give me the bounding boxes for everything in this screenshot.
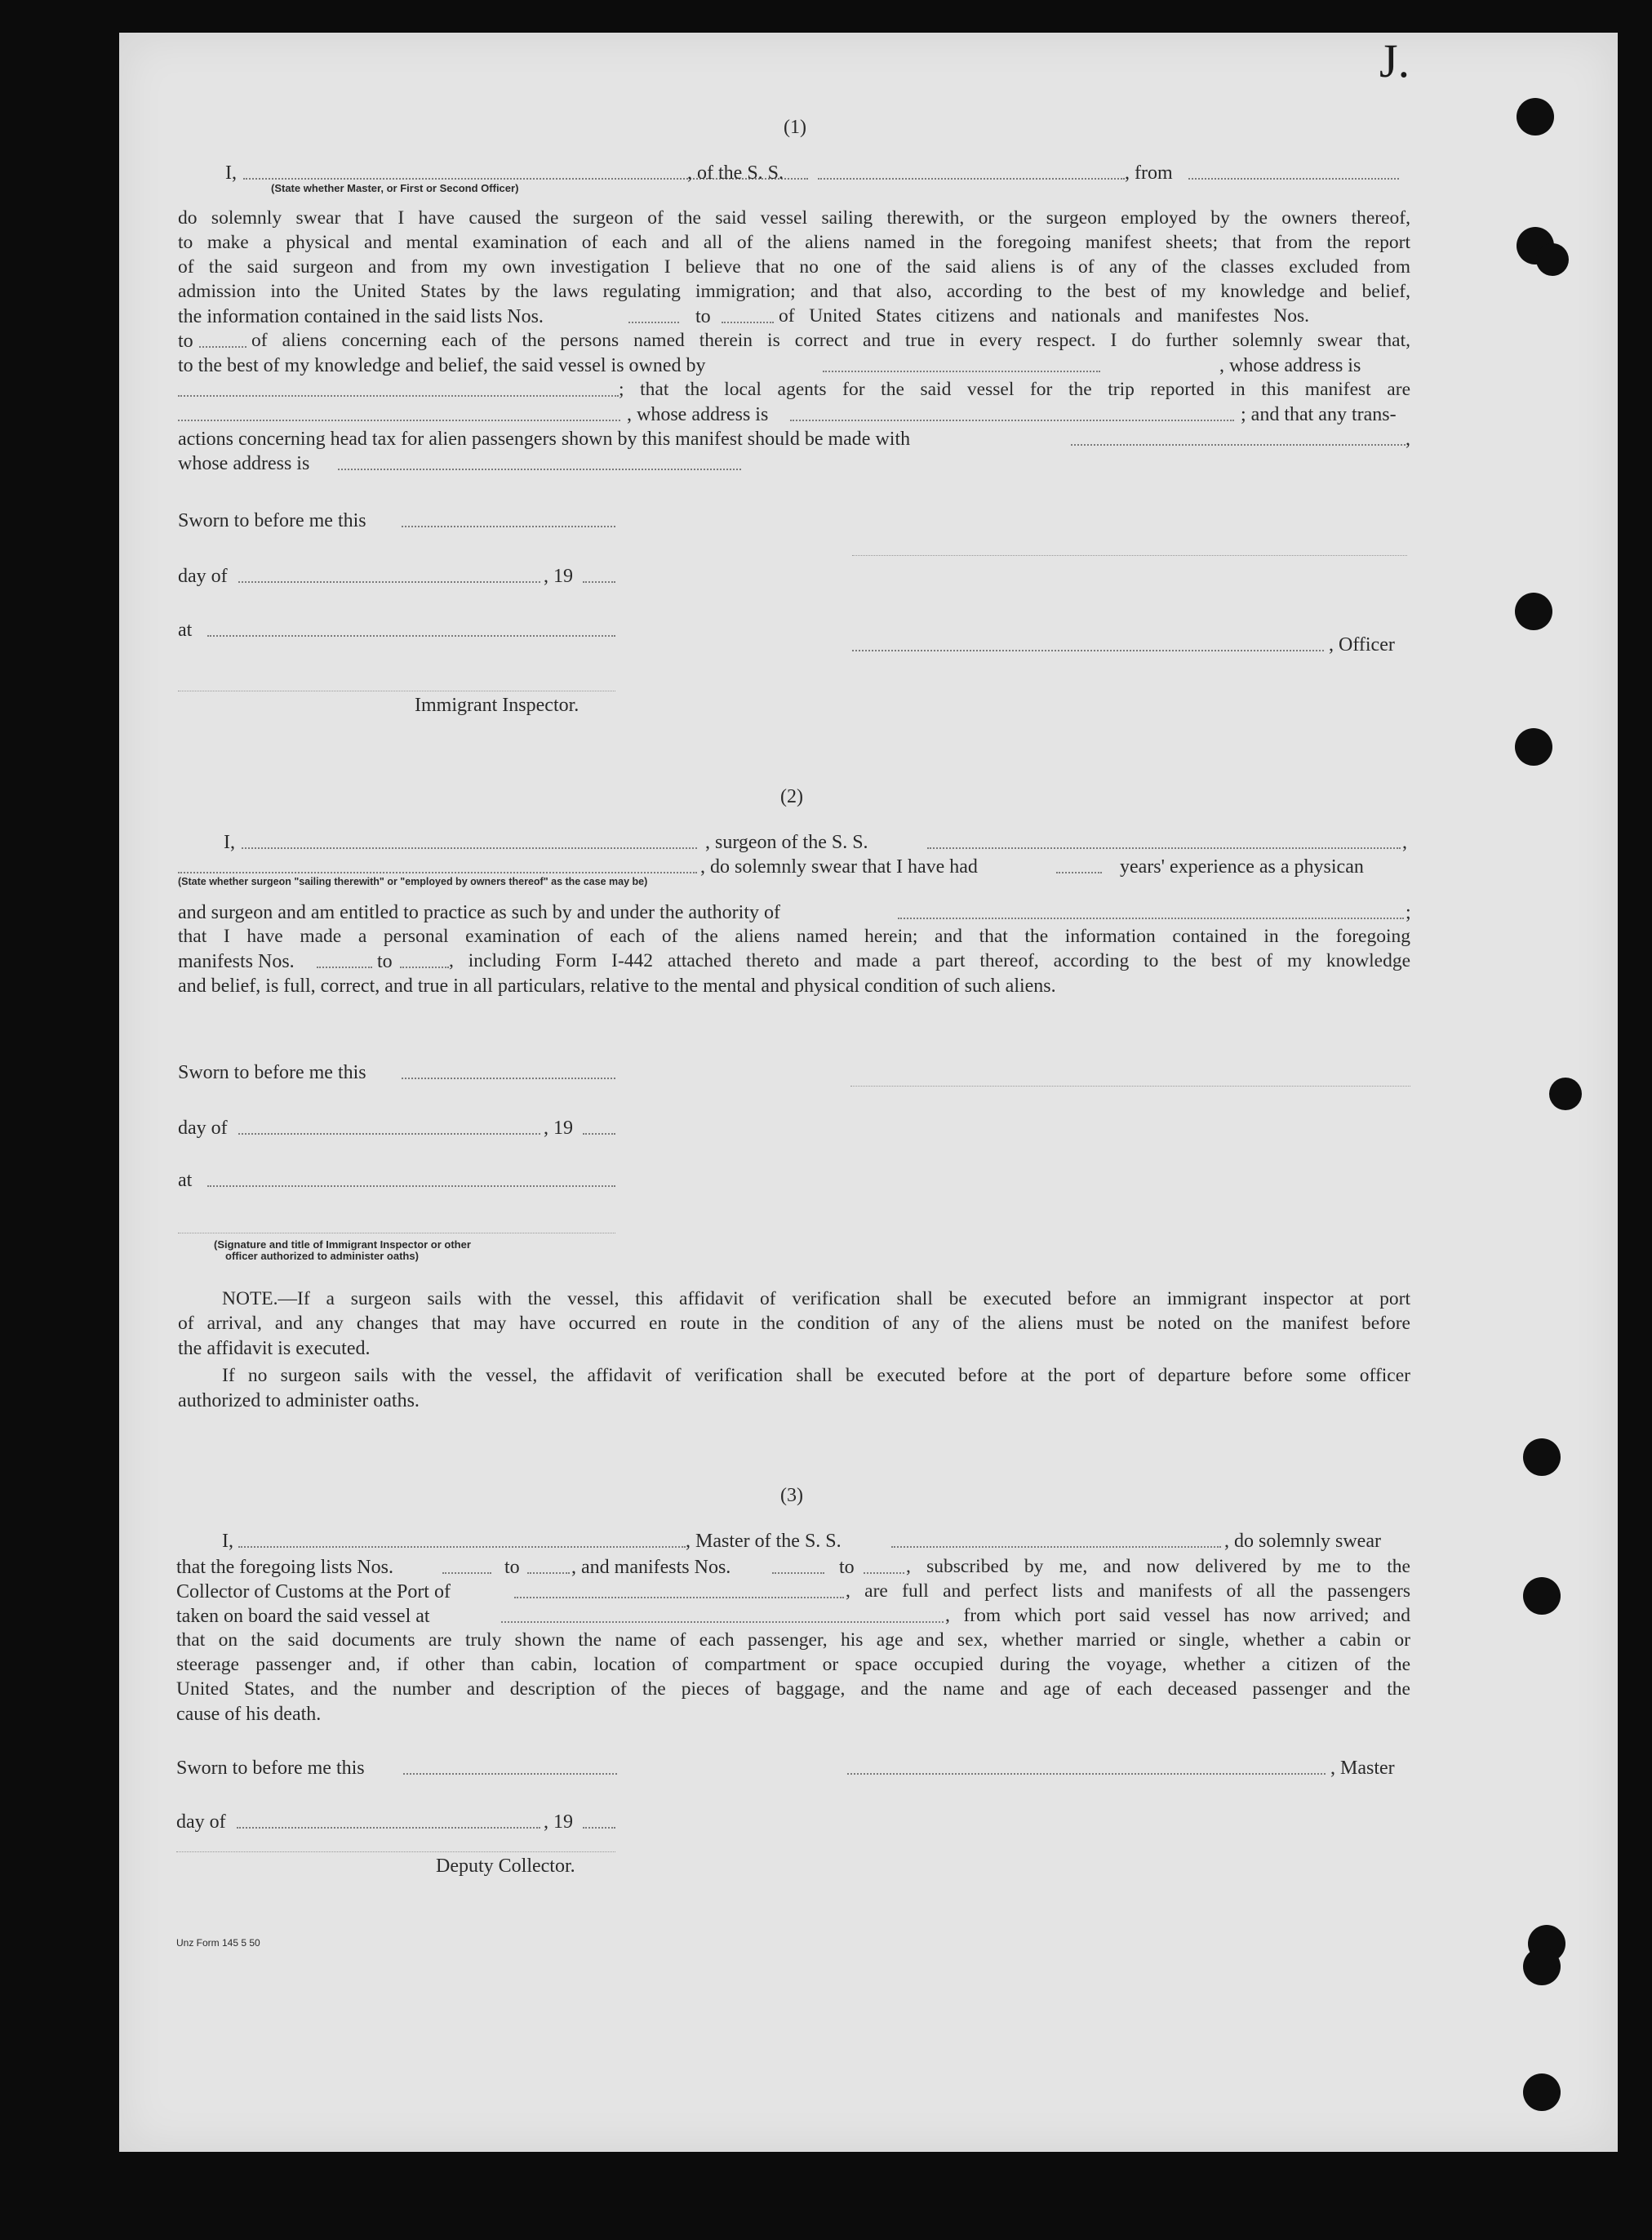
head-tax-address-field[interactable] <box>338 469 741 470</box>
note-line-4: If no surgeon sails with the vessel, the affidavit of verification shall be executed before at the port of departure before some officer <box>222 1365 1410 1386</box>
section-2-number: (2) <box>780 786 803 807</box>
s2-line-2: that I have made a personal examination of each of the aliens named herein; and that the information contained in the foregoing <box>178 926 1410 947</box>
s3-master: , Master <box>1330 1758 1395 1779</box>
embark-port-field[interactable] <box>501 1621 944 1623</box>
s3-year-field[interactable] <box>583 1827 615 1829</box>
agents-address-field[interactable] <box>790 420 1234 421</box>
binder-hole <box>1549 1078 1582 1110</box>
section-3-i: I, <box>222 1531 233 1552</box>
s1-sworn: Sworn to before me this <box>178 510 366 531</box>
s2-swear: , do solemnly swear that I have had <box>700 856 978 878</box>
s3-deputy: Deputy Collector. <box>436 1856 575 1877</box>
s2-line-3c: , including Form I-442 attached thereto and made a part thereof, according to the best of my knowledge <box>449 950 1410 971</box>
binder-hole <box>1536 243 1569 276</box>
s1-line-5b: to <box>695 306 711 327</box>
s2-year-field[interactable] <box>583 1133 615 1135</box>
s1-at-field[interactable] <box>207 635 615 637</box>
s2-manifests-from-field[interactable] <box>317 967 372 968</box>
s1-day-of: day of <box>178 566 228 587</box>
owner-address-field[interactable] <box>178 395 619 397</box>
s1-signature-line[interactable] <box>852 555 1407 556</box>
s1-comma: , <box>1406 429 1410 450</box>
s1-line-8: ; that the local agents for the said vessel for the trip reported in this manifest are <box>619 379 1410 400</box>
s3-ship-field[interactable] <box>891 1546 1221 1548</box>
s3-line-2b: , are full and perfect lists and manifests of all the passengers <box>846 1580 1410 1602</box>
section-1-number: (1) <box>784 117 806 138</box>
s3-line-1b: to <box>504 1557 520 1578</box>
s2-sig-note-1: (Signature and title of Immigrant Inspector or other <box>214 1238 471 1251</box>
s3-line-1e: , subscribed by me, and now delivered by me to the <box>906 1556 1410 1577</box>
head-tax-field[interactable] <box>1071 444 1406 446</box>
of-ss-label: , of the S. S. <box>687 162 784 184</box>
master-name-field[interactable] <box>238 1546 686 1548</box>
s2-line-4: and belief, is full, correct, and true in all particulars, relative to the mental and physical condition of such aliens. <box>178 976 1056 997</box>
s1-officer-field[interactable] <box>852 650 1324 651</box>
s1-year-field[interactable] <box>583 581 615 583</box>
s1-line-2: to make a physical and mental examination of each and all of the aliens named in the foregoing manifest sheets; that from the report <box>178 232 1410 253</box>
s3-manifests-from-field[interactable] <box>772 1572 824 1574</box>
port-field[interactable] <box>514 1597 844 1598</box>
s2-line-3b: to <box>377 951 393 972</box>
s3-day-field[interactable] <box>237 1827 540 1829</box>
form-sheet <box>119 33 1618 2152</box>
s1-line-5c: of United States citizens and nationals and manifestes Nos. <box>779 305 1309 327</box>
s2-semicolon: ; <box>1406 902 1411 923</box>
s2-ship-field[interactable] <box>927 847 1401 849</box>
binder-hole <box>1523 2073 1561 2111</box>
s3-day-of: day of <box>176 1811 226 1833</box>
s3-line-1a: that the foregoing lists Nos. <box>176 1557 393 1578</box>
s3-master-field[interactable] <box>847 1773 1326 1775</box>
s3-lists-from-field[interactable] <box>442 1572 491 1574</box>
s2-sworn: Sworn to before me this <box>178 1062 366 1083</box>
s2-line-3a: manifests Nos. <box>178 951 295 972</box>
lists-from-field[interactable] <box>628 322 679 323</box>
s3-line-3b: , from which port said vessel has now arrived; and <box>945 1605 1410 1626</box>
from-label: , from <box>1125 162 1173 184</box>
s1-year: , 19 <box>544 566 573 587</box>
s2-years: years' experience as a physican <box>1120 856 1364 878</box>
s1-line-5a: the information contained in the said lists Nos. <box>178 306 544 327</box>
local-agents-field[interactable] <box>178 420 620 421</box>
s1-line-9a: , whose address is <box>627 404 769 425</box>
lists-to-field[interactable] <box>722 322 774 323</box>
binder-hole <box>1515 728 1552 766</box>
section-2-note: (State whether surgeon "sailing therewith" or "employed by owners thereof" as the case may be) <box>178 876 648 887</box>
surgeon-name-field[interactable] <box>242 847 697 849</box>
note-line-2: of arrival, and any changes that may have occurred en route in the condition of any of the aliens must be noted on the manifest before <box>178 1313 1410 1334</box>
s1-inspector: Immigrant Inspector. <box>415 695 580 716</box>
s3-line-6: United States, and the number and description of the pieces of baggage, and the name and age of each deceased passenger and the <box>176 1678 1410 1700</box>
s1-line-11: whose address is <box>178 453 310 474</box>
s2-day-field[interactable] <box>238 1133 540 1135</box>
s1-line-6a: to <box>178 331 193 352</box>
owner-field[interactable] <box>823 371 1100 372</box>
s1-line-1: do solemnly swear that I have caused the surgeon of the said vessel sailing therewith, or the surgeon employed by the owners thereof, <box>178 207 1410 229</box>
s2-at: at <box>178 1170 193 1191</box>
s3-sworn: Sworn to before me this <box>176 1758 365 1779</box>
note-line-5: authorized to administer oaths. <box>178 1390 420 1411</box>
s1-line-6b: of aliens concerning each of the persons named therein is correct and true in every respect. I do further solemnly swear that, <box>251 330 1410 351</box>
s3-sworn-field[interactable] <box>403 1773 617 1775</box>
s1-line-7a: to the best of my knowledge and belief, the said vessel is owned by <box>178 355 706 376</box>
s2-year: , 19 <box>544 1118 573 1139</box>
authority-field[interactable] <box>898 918 1404 919</box>
from-port-field[interactable] <box>1188 178 1399 180</box>
section-1-note: (State whether Master, or First or Second Officer) <box>271 182 519 194</box>
s1-line-4: admission into the United States by the laws regulating immigration; and that also, according to the best of my knowledge and belief, <box>178 281 1410 302</box>
s3-line-1c: , and manifests Nos. <box>571 1557 731 1578</box>
s1-day-field[interactable] <box>238 581 540 583</box>
s2-comma: , <box>1402 832 1407 853</box>
s3-swear: , do solemnly swear <box>1224 1531 1381 1552</box>
s2-signature-line[interactable] <box>850 1086 1410 1087</box>
binder-hole <box>1523 1438 1561 1476</box>
s2-sig-note-2: officer authorized to administer oaths) <box>225 1250 419 1262</box>
s1-sworn-field[interactable] <box>402 526 615 527</box>
s3-year: , 19 <box>544 1811 573 1833</box>
form-number: Unz Form 145 5 50 <box>176 1937 260 1949</box>
binder-hole <box>1523 1577 1561 1615</box>
section-2-i: I, <box>224 832 235 853</box>
corner-mark: J. <box>1379 34 1410 87</box>
s3-line-3a: taken on board the said vessel at <box>176 1606 430 1627</box>
surgeon-status-field[interactable] <box>178 872 697 873</box>
s1-at: at <box>178 620 193 641</box>
s2-line-1: and surgeon and am entitled to practice as such by and under the authority of <box>178 902 780 923</box>
binder-hole <box>1515 593 1552 630</box>
surgeon-of-label: , surgeon of the S. S. <box>705 832 868 853</box>
s3-line-7: cause of his death. <box>176 1704 322 1725</box>
master-of-label: , Master of the S. S. <box>686 1531 842 1552</box>
s1-line-9b: ; and that any trans- <box>1241 404 1397 425</box>
s1-officer: , Officer <box>1329 634 1395 656</box>
note-line-1: NOTE.—If a surgeon sails with the vessel, this affidavit of verification shall be executed before an immigrant inspector at port <box>222 1288 1410 1309</box>
s3-manifests-to-field[interactable] <box>864 1572 904 1574</box>
binder-hole <box>1523 1948 1561 1985</box>
s2-at-field[interactable] <box>207 1185 615 1187</box>
years-field[interactable] <box>1056 872 1102 873</box>
s3-lists-to-field[interactable] <box>527 1572 570 1574</box>
s1-line-7b: , whose address is <box>1219 355 1361 376</box>
section-1-i: I, <box>225 162 237 184</box>
s3-line-4: that on the said documents are truly shown the name of each passenger, his age and sex, whether married or single, whether a cabin or <box>176 1629 1410 1651</box>
note-line-3: the affidavit is executed. <box>178 1338 371 1359</box>
s3-line-5: steerage passenger and, if other than cabin, location of compartment or space occupied during the voyage, whether a citizen of the <box>176 1654 1410 1675</box>
s1-line-10: actions concerning head tax for alien passengers shown by this manifest should be made with <box>178 429 911 450</box>
binder-hole <box>1517 98 1554 136</box>
s2-day-of: day of <box>178 1118 228 1139</box>
manifests-to-field[interactable] <box>199 346 246 348</box>
s3-line-1d: to <box>839 1557 855 1578</box>
s2-sworn-field[interactable] <box>402 1078 615 1079</box>
s2-manifests-to-field[interactable] <box>400 967 449 968</box>
s3-deputy-line[interactable] <box>176 1851 615 1852</box>
s1-line-3: of the said surgeon and from my own investigation I believe that no one of the said aliens is of any of the classes excluded from <box>178 256 1410 278</box>
s3-line-2a: Collector of Customs at the Port of <box>176 1581 451 1602</box>
section-3-number: (3) <box>780 1485 803 1506</box>
ship-name-field[interactable] <box>818 178 1125 180</box>
